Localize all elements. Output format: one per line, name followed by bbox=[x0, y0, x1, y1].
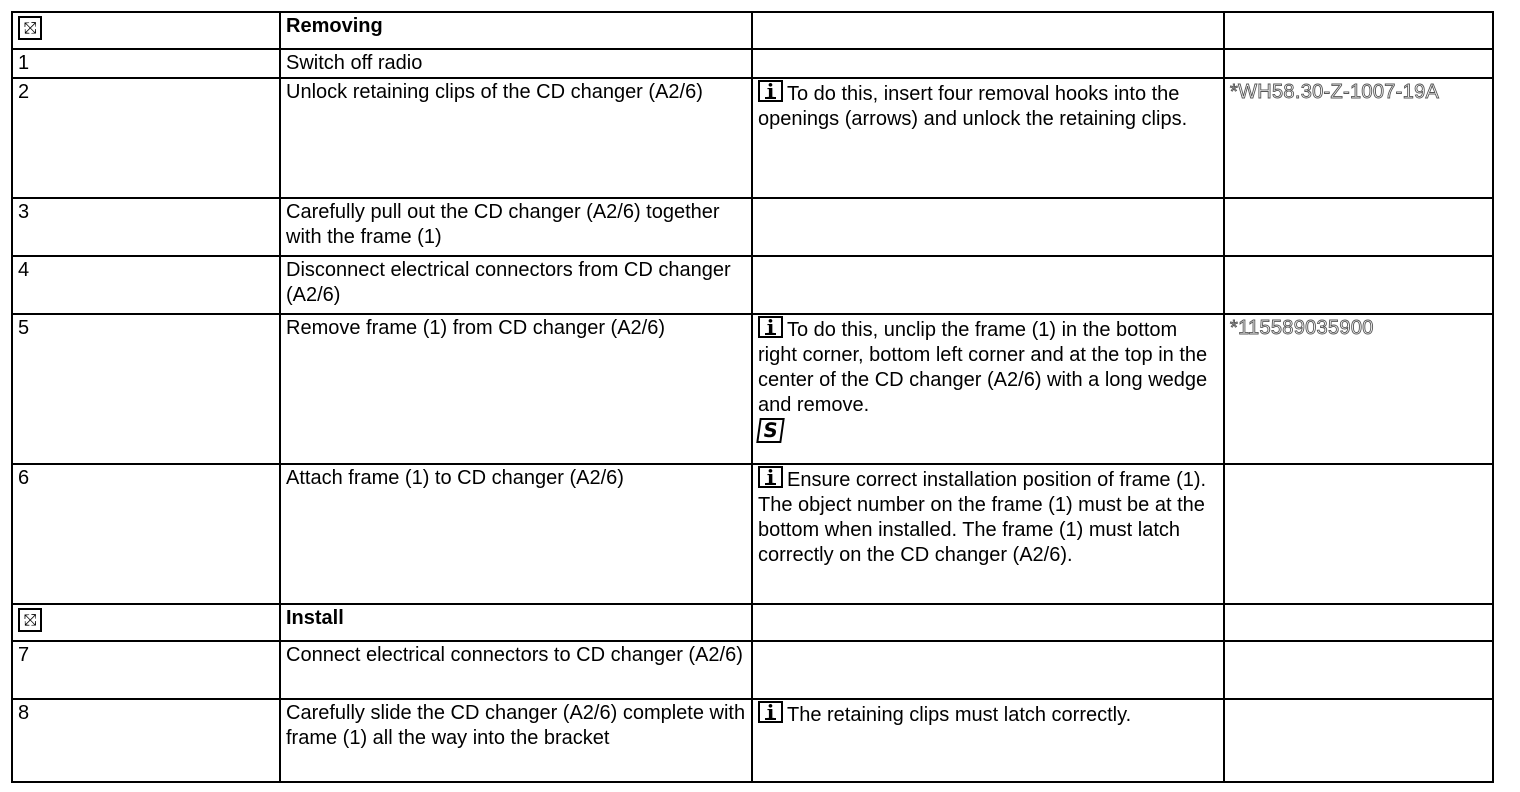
step-action: Remove frame (1) from CD changer (A2/6) bbox=[280, 314, 752, 464]
figure-reference bbox=[1224, 78, 1493, 198]
table-row bbox=[12, 198, 1493, 256]
special-tool-icon: S bbox=[756, 418, 785, 443]
procedure-arrows-icon bbox=[18, 608, 42, 632]
info-icon bbox=[758, 316, 783, 338]
table-row bbox=[12, 256, 1493, 314]
step-action: Carefully slide the CD changer (A2/6) complete with frame (1) all the way into the bracket bbox=[280, 699, 752, 782]
note-text: Ensure correct installation position of frame (1). The object number on the frame (1) must be at the bottom when installed. The frame (1) must latch correctly on the CD changer (A2/6). bbox=[758, 469, 1207, 566]
step-action: Disconnect electrical connectors from CD changer (A2/6) bbox=[280, 256, 752, 314]
section-title: Removing bbox=[280, 12, 752, 49]
step-note bbox=[752, 78, 1224, 198]
step-number: 4 bbox=[12, 256, 280, 314]
note-text: To do this, insert four removal hooks into the openings (arrows) and unlock the retaining clips. bbox=[758, 83, 1188, 130]
step-number: 6 bbox=[12, 464, 280, 604]
step-action: Carefully pull out the CD changer (A2/6) together with the frame (1) bbox=[280, 198, 752, 256]
table-row bbox=[12, 49, 1493, 78]
section-header-install bbox=[12, 604, 1493, 641]
step-number: 3 bbox=[12, 198, 280, 256]
step-number: 1 bbox=[12, 49, 280, 78]
table-row bbox=[12, 314, 1493, 464]
step-action: Attach frame (1) to CD changer (A2/6) bbox=[280, 464, 752, 604]
step-note bbox=[752, 699, 1224, 782]
table-row bbox=[12, 78, 1493, 198]
procedure-arrows-icon bbox=[18, 16, 42, 40]
info-icon bbox=[758, 466, 783, 488]
step-number: 7 bbox=[12, 641, 280, 699]
procedure-table bbox=[11, 11, 1494, 783]
step-action: Switch off radio bbox=[280, 49, 752, 78]
info-icon bbox=[758, 701, 783, 723]
figure-reference bbox=[1224, 314, 1493, 464]
step-action: Unlock retaining clips of the CD changer (A2/6) bbox=[280, 78, 752, 198]
step-action: Connect electrical connectors to CD changer (A2/6) bbox=[280, 641, 752, 699]
figure-ref-text: *115589035900 bbox=[1230, 317, 1374, 339]
section-header-removing bbox=[12, 12, 1493, 49]
note-text: To do this, unclip the frame (1) in the bottom right corner, bottom left corner and at the top in the center of the CD changer (A2/6) with a long wedge and remove. bbox=[758, 319, 1208, 416]
table-row bbox=[12, 699, 1493, 782]
step-note bbox=[752, 464, 1224, 604]
step-number: 5 bbox=[12, 314, 280, 464]
table-row bbox=[12, 641, 1493, 699]
table-row bbox=[12, 464, 1493, 604]
info-icon bbox=[758, 80, 783, 102]
step-number: 8 bbox=[12, 699, 280, 782]
step-number: 2 bbox=[12, 78, 280, 198]
note-text: The retaining clips must latch correctly. bbox=[787, 704, 1132, 726]
figure-ref-text: *WH58.30-Z-1007-19A bbox=[1230, 81, 1440, 103]
step-note bbox=[752, 314, 1224, 464]
section-title: Install bbox=[280, 604, 752, 641]
